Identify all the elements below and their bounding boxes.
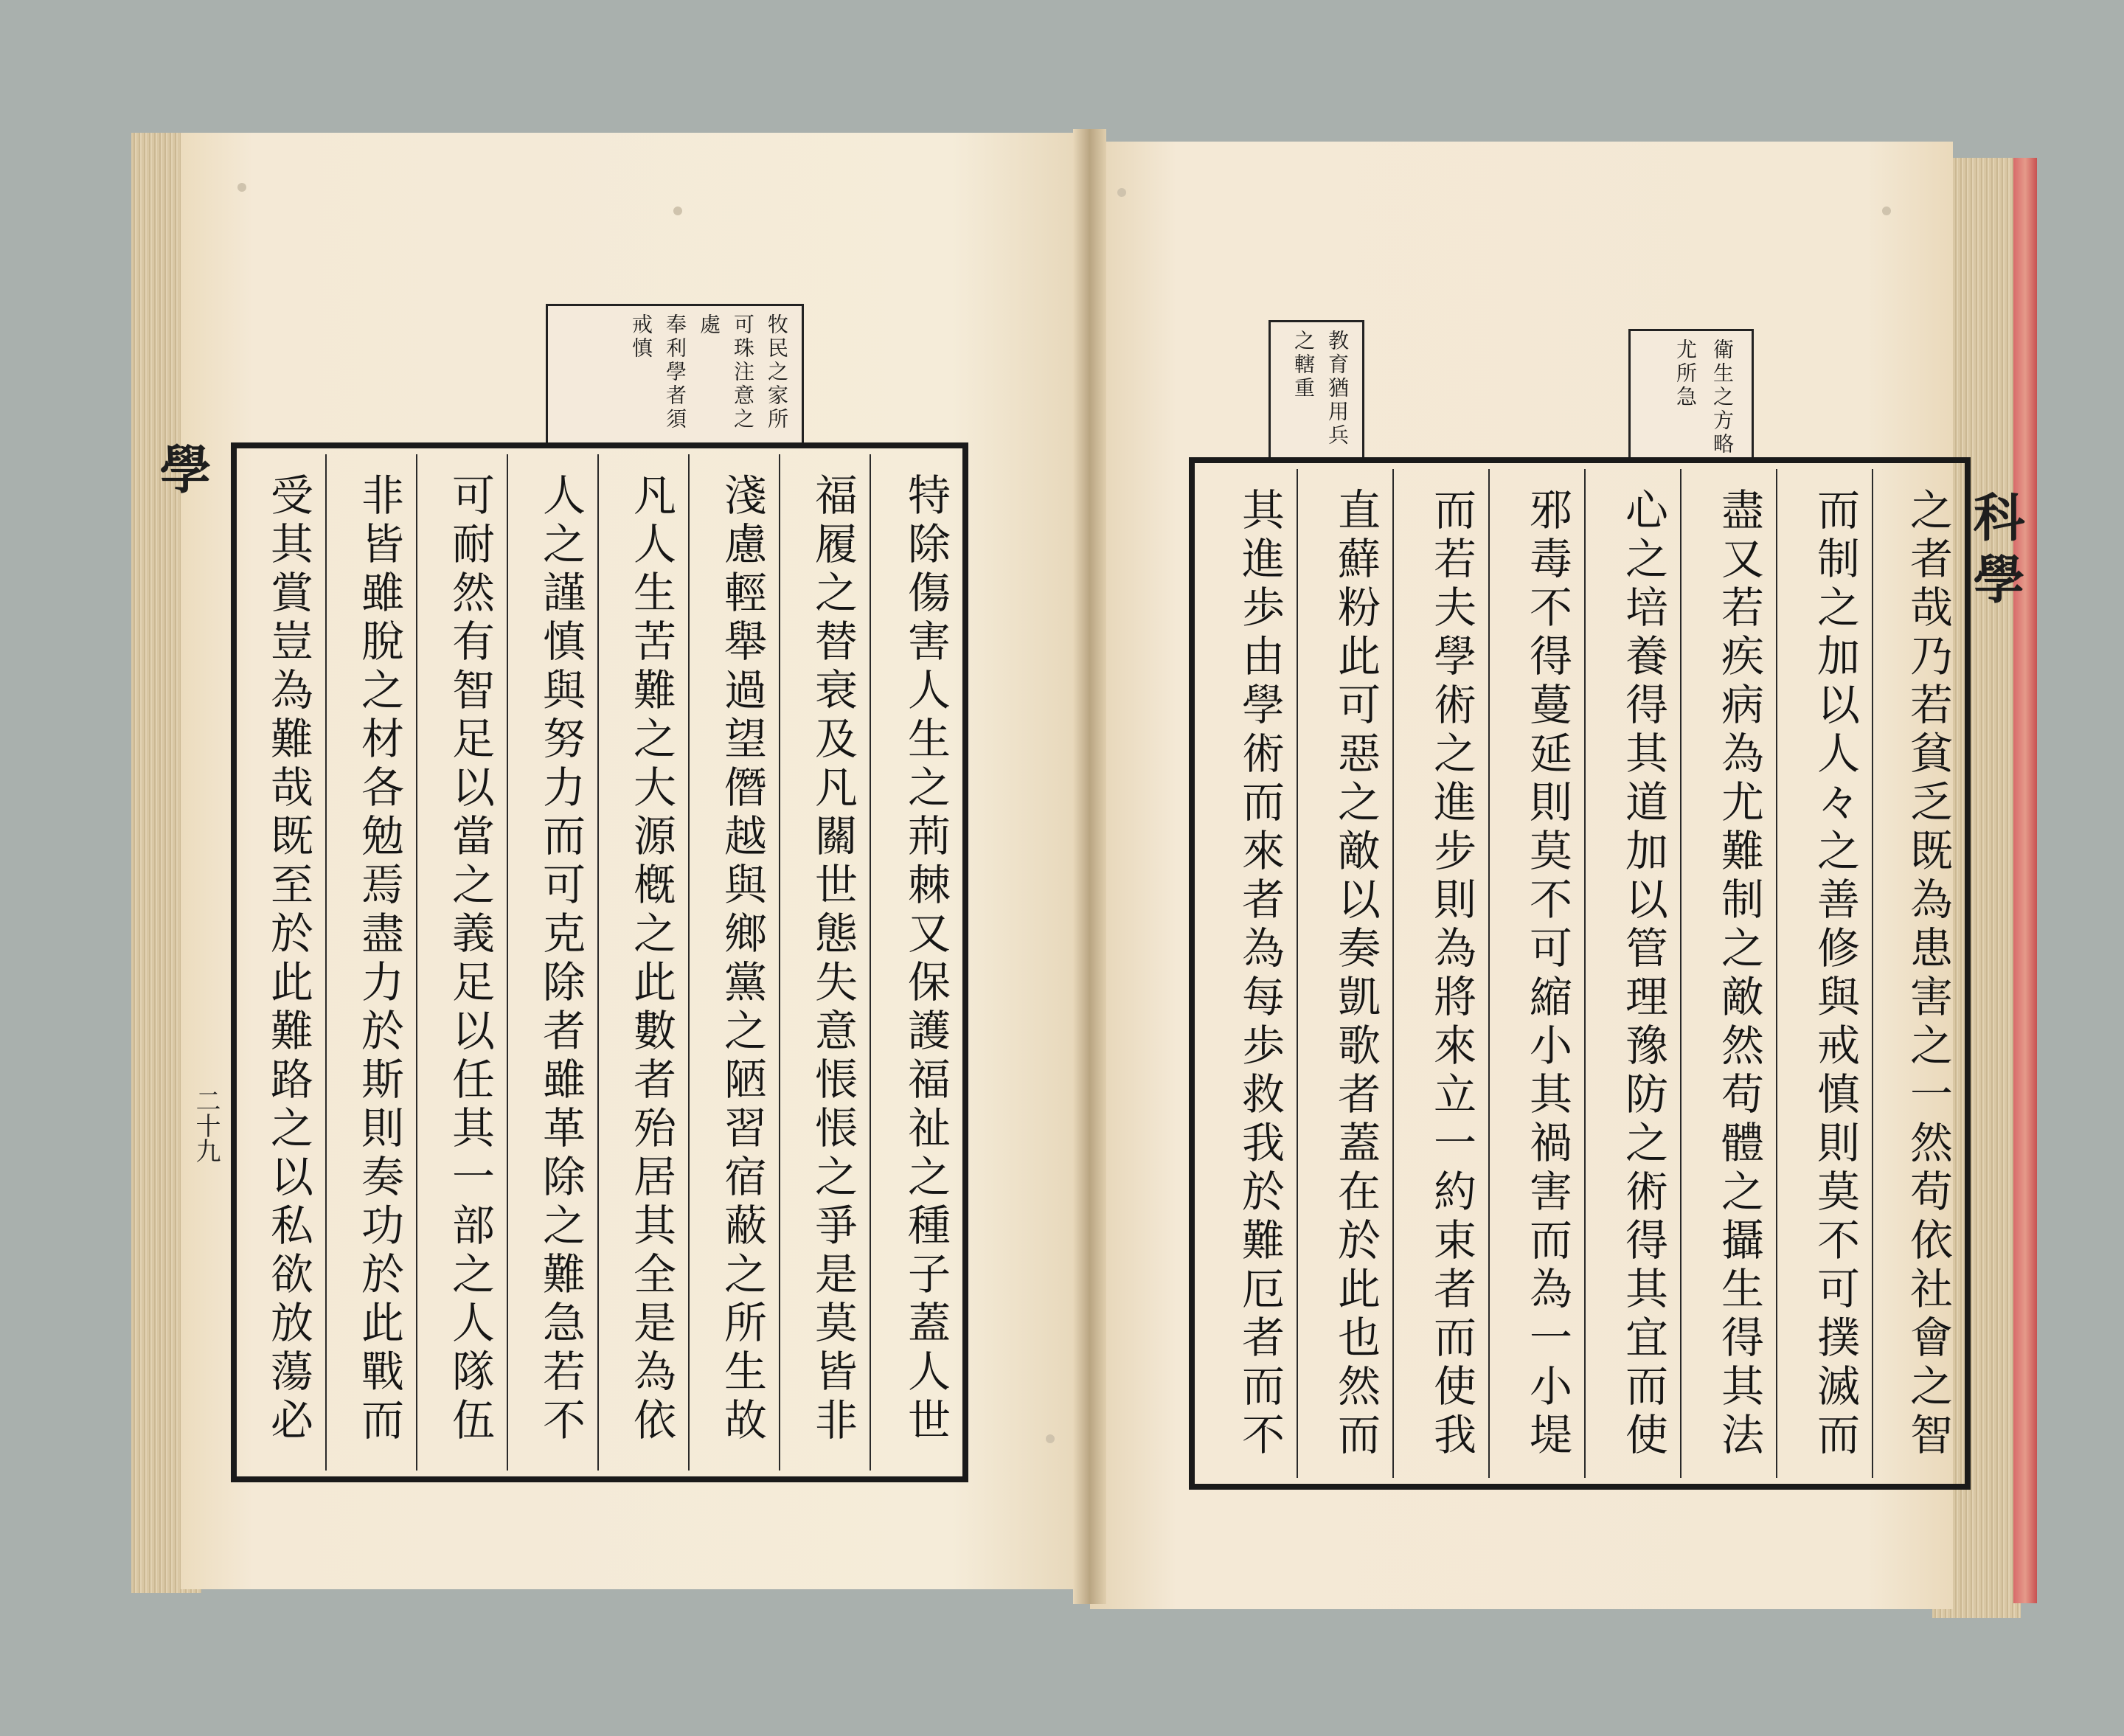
column-text: 盡又若疾病為尤難制之敵然苟體之攝生得其法 — [1714, 487, 1764, 1461]
text-column — [1195, 469, 1297, 1478]
binding-hole — [1046, 1434, 1055, 1443]
right-text-frame — [1189, 457, 1971, 1490]
left-title-tab: 學 — [151, 442, 212, 504]
text-column — [325, 454, 416, 1471]
column-text: 非皆雖脫之材各勉焉盡力於斯則奏功於此戰而 — [354, 473, 404, 1446]
column-text: 凡人生苦難之大源槪之此數者殆居其全是為依 — [626, 473, 676, 1446]
left-headnote — [546, 304, 804, 445]
text-column — [1776, 469, 1872, 1478]
left-text-frame — [231, 442, 968, 1482]
column-text: 福履之替衰及凡關世態失意悵悵之爭是莫皆非 — [808, 473, 858, 1446]
right-title-tab: 科學 — [1965, 490, 2026, 614]
text-column — [688, 454, 779, 1471]
headnote-line: 尤所急 — [1673, 338, 1698, 409]
column-text: 其進歩由學術而來者為每歩救我於難厄者而不 — [1235, 487, 1285, 1461]
binding-hole — [673, 206, 682, 215]
column-text: 而若夫學術之進步則為將來立一約束者而使我 — [1426, 487, 1476, 1461]
text-column — [1392, 469, 1488, 1478]
column-text: 淺慮輕舉過望僭越與鄉黨之陋習宿蔽之所生故 — [717, 473, 767, 1446]
book-edge-red — [2013, 158, 2037, 1603]
binding-hole — [237, 183, 246, 192]
column-text: 之者哉乃若貧乏既為患害之一然苟依社會之智 — [1903, 487, 1953, 1461]
text-column — [237, 454, 325, 1471]
binding-hole — [1117, 188, 1126, 197]
text-column — [507, 454, 597, 1471]
text-column — [597, 454, 688, 1471]
column-text: 而制之加以人々之善修與戒慎則莫不可撲滅而 — [1810, 487, 1860, 1461]
column-text: 特除傷害人生之荊棘又保護福祉之種子蓋人世 — [900, 473, 951, 1446]
column-text: 邪毒不得蔓延則莫不可縮小其禍害而為一小堤 — [1522, 487, 1572, 1461]
column-text: 人之謹慎與努力而可克除者雖革除之難急若不 — [535, 473, 586, 1446]
book-gutter — [1073, 129, 1106, 1604]
text-column — [416, 454, 507, 1471]
column-text: 受其賞豈為難哉既至於此難路之以私欲放蕩必 — [263, 473, 313, 1446]
text-column — [870, 454, 962, 1471]
headnote-line: 教育猶用兵 — [1325, 330, 1350, 448]
text-column — [1584, 469, 1680, 1478]
column-text: 直蘚粉此可惡之敵以奏凱歌者蓋在於此也然而 — [1330, 487, 1381, 1461]
binding-hole — [1882, 206, 1891, 215]
column-text: 可耐然有智足以當之義足以任其一部之人隊伍 — [445, 473, 495, 1446]
headnote-line: 衛生之方略 — [1710, 338, 1735, 456]
headnote-line: 可珠注意之 — [731, 313, 755, 431]
text-column — [1872, 469, 1965, 1478]
right-headnote-1 — [1268, 320, 1364, 460]
text-column — [1680, 469, 1776, 1478]
text-column — [1297, 469, 1392, 1478]
headnote-line: 牧民之家所 — [765, 313, 789, 431]
headnote-line: 處 — [697, 313, 721, 337]
folio-number: 二十九 — [191, 1088, 221, 1163]
right-headnote-2 — [1628, 329, 1754, 462]
text-column — [779, 454, 870, 1471]
headnote-line: 之轄重 — [1291, 330, 1316, 400]
headnote-line: 奉利學者須 — [663, 313, 687, 431]
text-column — [1488, 469, 1584, 1478]
headnote-line: 戒慎 — [629, 313, 653, 361]
column-text: 心之培養得其道加以管理豫防之術得其宜而使 — [1618, 487, 1668, 1461]
